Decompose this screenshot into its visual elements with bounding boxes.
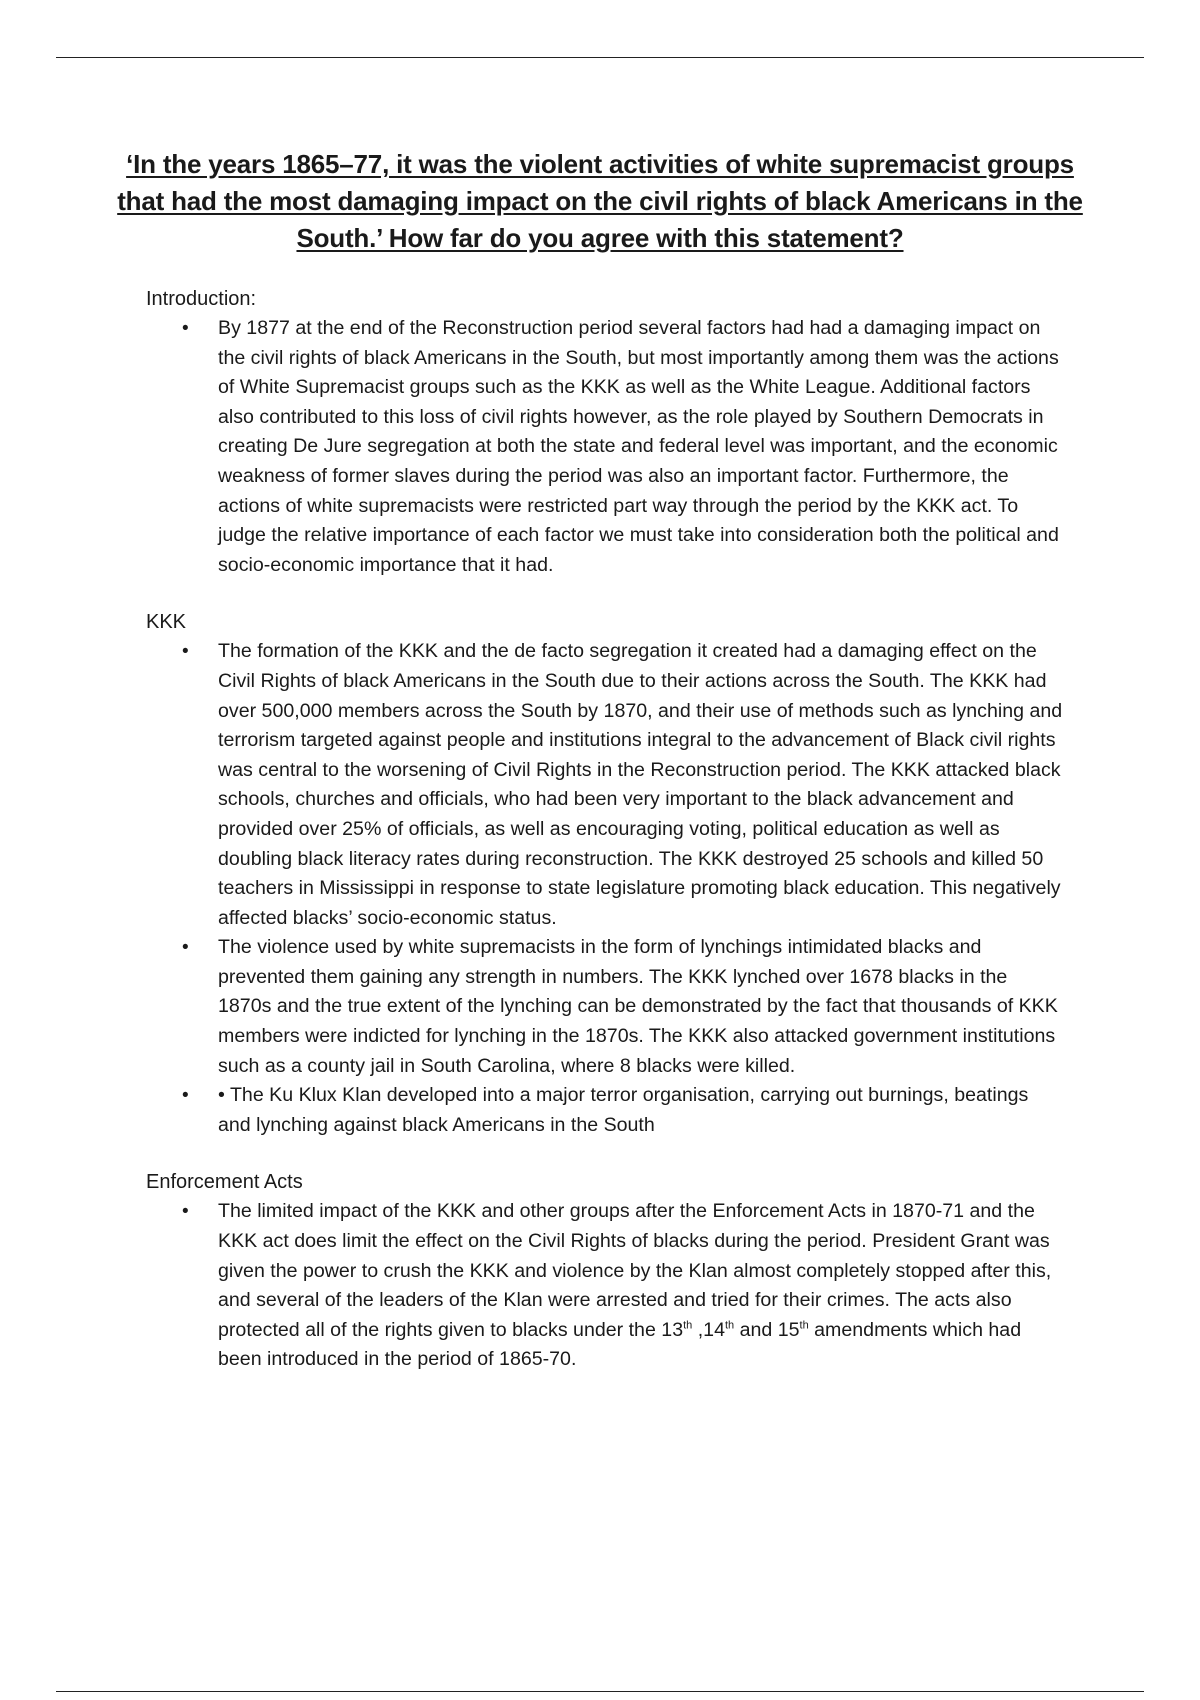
section-heading: KKK	[146, 611, 187, 634]
paragraph-text: The formation of the KKK and the de facto segregation it created had a damaging effect on the Civil Rights of black Americans in the South due to their actions across the South. The KKK had over 500,000 members across the South by 1870, and their use of methods such as lynching and terrorism targeted against people and institutions integral to the advancement of Black civil rights was central to the worsening of Civil Rights in the Reconstruction period. The KKK attacked black schools, churches and officials, who had been very important to the black advancement and provided over 25% of officials, as well as encouraging voting, political education as well as doubling black literacy rates during reconstruction. The KKK destroyed 25 schools and killed 50 teachers in Mississippi in response to state legislature promoting black education. This negatively affected blacks’ socio-economic status.	[218, 640, 1063, 929]
paragraph-text: • The Ku Klux Klan developed into a major terror organisation, carrying out burnings, beatings and lynching against black Americans in the South	[218, 1084, 1029, 1136]
bullet-icon: •	[182, 1201, 189, 1223]
paragraph-text	[218, 1200, 1051, 1370]
bullet-list	[146, 637, 1066, 1140]
section-heading: Introduction:	[146, 288, 257, 310]
list-item	[146, 1081, 1066, 1140]
bullet-icon: •	[182, 641, 189, 663]
superscript: th	[724, 1319, 735, 1332]
document-body	[146, 285, 1066, 1375]
section-enforcement-acts	[146, 1168, 1066, 1375]
paragraph-text: By 1877 at the end of the Reconstruction period several factors had had a damaging impact on the civil rights of black Americans in the South, but most importantly among them was the actions of White Supremacist groups such as the KKK as well as the White League. Additional factors also contributed to this loss of civil rights however, as the role played by Southern Democrats in creating De Jure segregation at both the state and federal level was important, and the economic weakness of former slaves during the period was also an important factor. Furthermore, the actions of white supremacists were restricted part way through the period by the KKK act. To judge the relative importance of each factor we must take into consideration both the political and socio-economic importance that it had.	[218, 317, 1059, 576]
essay-title: ‘In the years 1865–77, it was the violent activities of white supremacist groups that had the most damaging impact on the civil rights of black Americans in the South.’ How far do you agree with this statement?	[117, 149, 1083, 253]
list-item	[146, 933, 1066, 1081]
superscript: th	[683, 1319, 693, 1332]
list-item	[146, 1197, 1066, 1375]
section-heading: Enforcement Acts	[146, 1171, 303, 1194]
superscript: th	[799, 1319, 809, 1332]
header-rule	[56, 57, 1144, 58]
text-run: amendments which had been introduced in the period of 1865-70.	[218, 1318, 1022, 1371]
bullet-list	[146, 314, 1066, 580]
bullet-list	[146, 1197, 1066, 1375]
list-item	[146, 637, 1066, 933]
bullet-icon: •	[182, 318, 189, 339]
bullet-icon: •	[182, 937, 189, 959]
text-run: and 15	[734, 1318, 800, 1341]
bullet-icon: •	[182, 1085, 189, 1107]
section-introduction	[146, 285, 1066, 580]
section-kkk	[146, 608, 1066, 1140]
paragraph-text: The violence used by white supremacists in the form of lynchings intimidated blacks and prevented them gaining any strength in numbers. The KKK lynched over 1678 blacks in the 1870s and the true extent of the lynching can be demonstrated by the fact that thousands of KKK members were indicted for lynching in the 1870s. The KKK also attacked government institutions such as a county jail in South Carolina, where 8 blacks were killed.	[218, 936, 1058, 1077]
text-run: ,14	[692, 1318, 725, 1341]
text-run: The limited impact of the KKK and other groups after the Enforcement Acts in 1870-71 and the KKK act does limit the effect on the Civil Rights of blacks during the period. President Grant was given the power to crush the KKK and violence by the Klan almost completely stopped after this, and several of the leaders of the Klan were arrested and tried for their crimes. The acts also protected all of the rights given to blacks under the 13	[218, 1200, 1052, 1341]
list-item	[146, 314, 1066, 580]
footer-rule	[56, 1691, 1144, 1692]
